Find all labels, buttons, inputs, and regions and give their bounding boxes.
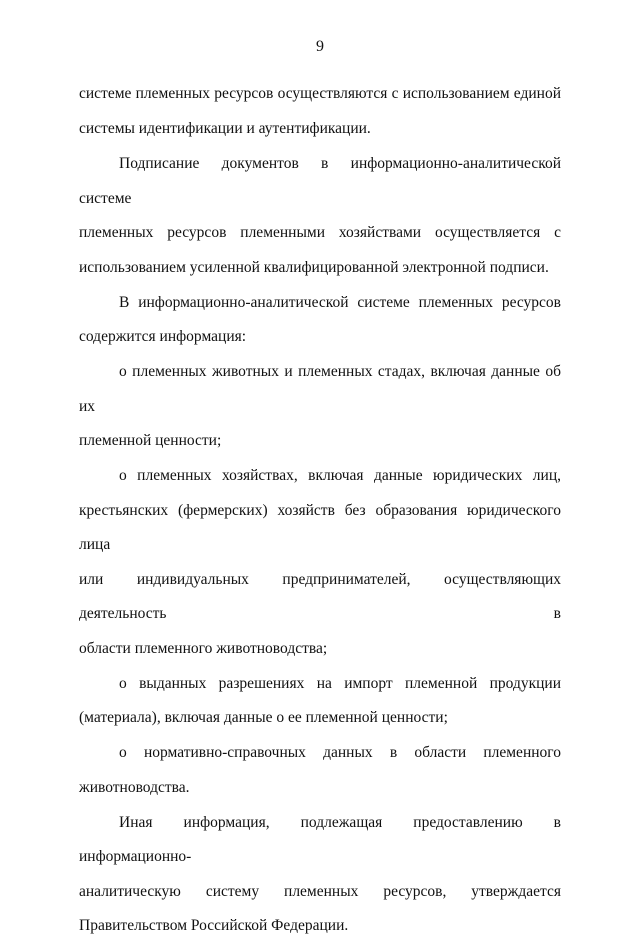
text-line: о племенных хозяйствах, включая данные юридических лиц, xyxy=(119,467,561,484)
paragraph-list-item-animals xyxy=(79,355,561,459)
text-line: Подписание документов в информационно-аналитической системе xyxy=(79,155,561,207)
paragraph-list-item-import xyxy=(79,667,561,736)
text-line: (материала), включая данные о ее племенной ценности; xyxy=(79,709,448,726)
document-body xyxy=(79,77,561,944)
paragraph-continuation xyxy=(79,77,561,146)
paragraph-signing xyxy=(79,147,561,285)
page-number: 9 xyxy=(316,38,324,55)
paragraph-list-item-reference xyxy=(79,736,561,805)
text-line: Иная информация, подлежащая предоставлению в информационно- xyxy=(79,813,561,865)
text-line: области племенного животноводства; xyxy=(79,639,328,657)
text-line: системе племенных ресурсов осуществляются с использованием единой xyxy=(79,85,561,102)
text-line: системы идентификации и аутентификации. xyxy=(79,119,371,137)
text-line: животноводства. xyxy=(79,778,190,796)
paragraph-contents-intro xyxy=(79,286,561,355)
text-line: о нормативно-справочных данных в области племенного xyxy=(119,744,561,761)
text-line: содержится информация: xyxy=(79,328,247,345)
text-line: или индивидуальных предпринимателей, осуществляющих деятельность в xyxy=(79,570,561,622)
paragraph-list-item-farms xyxy=(79,459,561,666)
paragraph-other-info xyxy=(79,806,561,944)
text-line: В информационно-аналитической системе племенных ресурсов xyxy=(119,293,561,311)
text-line: Правительством Российской Федерации. xyxy=(79,917,349,934)
text-line: использованием усиленной квалифицированной электронной подписи. xyxy=(79,258,549,276)
text-line: племенной ценности; xyxy=(79,432,222,449)
text-line: о племенных животных и племенных стадах, включая данные об их xyxy=(79,363,561,415)
text-line: племенных ресурсов племенными хозяйствами осуществляется с xyxy=(79,224,561,241)
text-line: крестьянских (фермерских) хозяйств без образования юридического лица xyxy=(79,501,561,553)
text-line: о выданных разрешениях на импорт племенной продукции xyxy=(119,674,561,692)
text-line: аналитическую систему племенных ресурсов, утверждается xyxy=(79,882,561,900)
